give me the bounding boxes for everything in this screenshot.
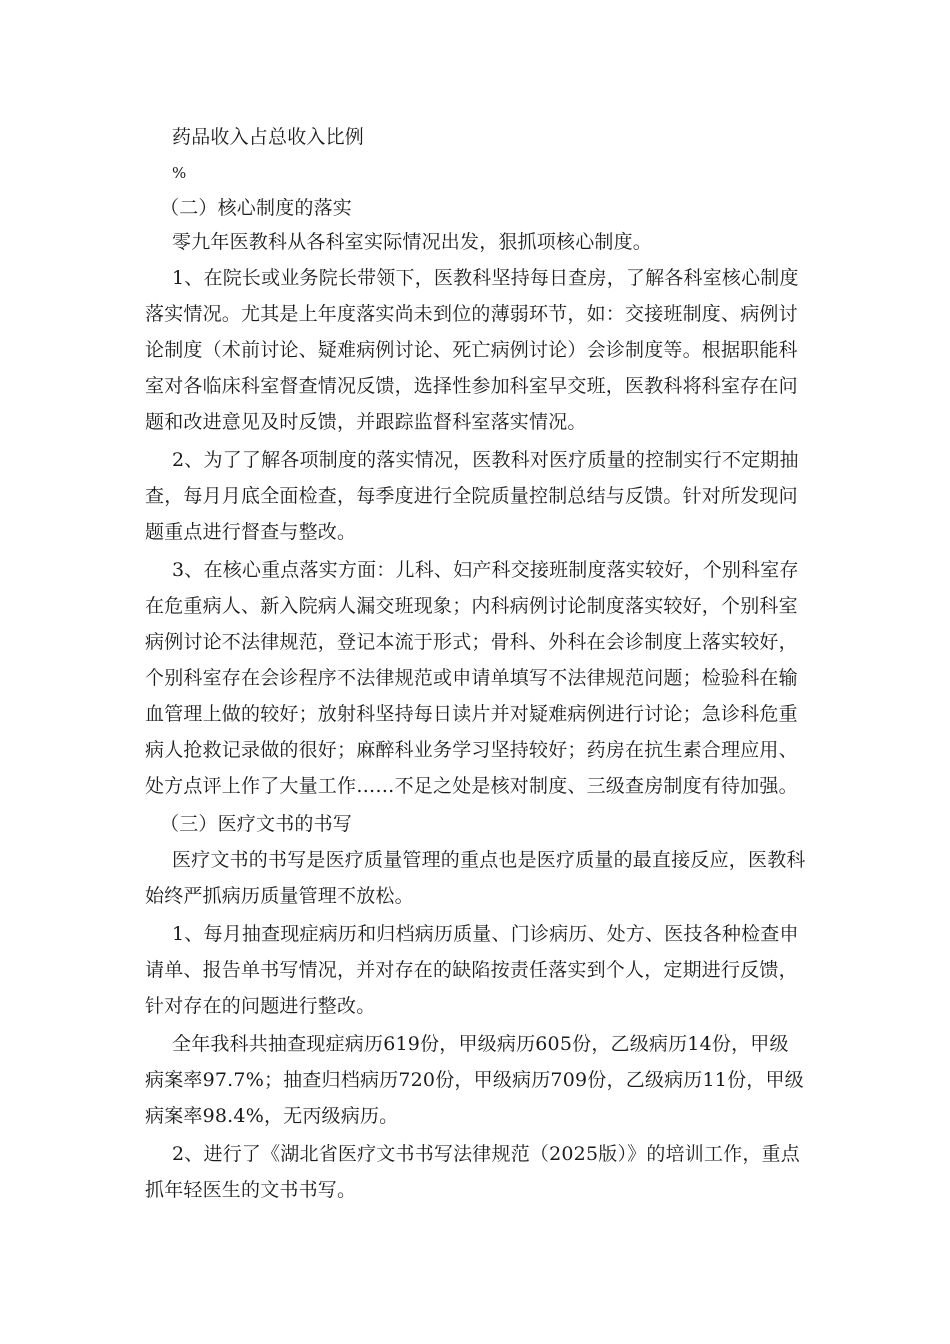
text-line: 在危重病人、新入院病人漏交班现象；内科病例讨论制度落实较好，个别科室 bbox=[145, 595, 798, 617]
text-line: 论制度（术前讨论、疑难病例讨论、死亡病例讨论）会诊制度等。根据职能科 bbox=[145, 339, 798, 361]
text-line: 零九年医教科从各科室实际情况出发，狠抓项核心制度。 bbox=[172, 231, 653, 253]
text-line: 室对各临床科室督查情况反馈，选择性参加科室早交班，医教科将科室存在问 bbox=[145, 375, 798, 397]
text-line: % bbox=[172, 164, 187, 182]
text-line: 1、在院长或业务院长带领下，医教科坚持每日查房，了解各科室核心制度 bbox=[172, 267, 799, 289]
text-line: 药品收入占总收入比例 bbox=[172, 126, 365, 148]
text-line: 查，每月月底全面检查，每季度进行全院质量控制总结与反馈。针对所发现问 bbox=[145, 485, 798, 507]
text-line: 请单、报告单书写情况，并对存在的缺陷按责任落实到个人，定期进行反馈， bbox=[145, 959, 798, 981]
section-heading: （三）医疗文书的书写 bbox=[160, 813, 353, 835]
text-line: 抓年轻医生的文书书写。 bbox=[145, 1179, 357, 1201]
text-line: 病人抢救记录做的很好；麻醉科业务学习坚持较好；药房在抗生素合理应用、 bbox=[145, 739, 798, 761]
text-line: 病案率97.7%；抽查归档病历720份，甲级病历709份，乙级病历11份，甲级 bbox=[145, 1069, 804, 1091]
text-line: 全年我科共抽查现症病历619份，甲级病历605份，乙级病历14份，甲级 bbox=[172, 1033, 789, 1055]
text-line: 针对存在的问题进行整改。 bbox=[145, 995, 376, 1017]
text-line: 落实情况。尤其是上年度落实尚未到位的薄弱环节，如：交接班制度、病例讨 bbox=[145, 303, 798, 325]
text-line: 医疗文书的书写是医疗质量管理的重点也是医疗质量的最直接反应，医教科 bbox=[172, 849, 806, 871]
text-line: 题和改进意见及时反馈，并跟踪监督科室落实情况。 bbox=[145, 411, 587, 433]
text-line: 2、进行了《湖北省医疗文书书写法律规范（2025版）》的培训工作，重点 bbox=[172, 1143, 800, 1165]
text-line: 2、为了了解各项制度的落实情况，医教科对医疗质量的控制实行不定期抽 bbox=[172, 449, 799, 471]
text-line: 3、在核心重点落实方面：儿科、妇产科交接班制度落实较好，个别科室存 bbox=[172, 559, 799, 581]
text-line: 1、每月抽查现症病历和归档病历质量、门诊病历、处方、医技各种检查申 bbox=[172, 923, 799, 945]
text-line: 病例讨论不法律规范，登记本流于形式；骨科、外科在会诊制度上落实较好， bbox=[145, 631, 798, 653]
text-line: 病案率98.4%，无丙级病历。 bbox=[145, 1105, 399, 1127]
text-line: 处方点评上作了大量工作……不足之处是核对制度、三级查房制度有待加强。 bbox=[145, 775, 798, 797]
text-line: 血管理上做的较好；放射科坚持每日读片并对疑难病例进行讨论；急诊科危重 bbox=[145, 703, 798, 725]
section-heading: （二）核心制度的落实 bbox=[160, 197, 353, 219]
text-line: 始终严抓病历质量管理不放松。 bbox=[145, 885, 414, 907]
text-line: 题重点进行督查与整改。 bbox=[145, 521, 357, 543]
text-line: 个别科室存在会诊程序不法律规范或申请单填写不法律规范问题；检验科在输 bbox=[145, 667, 798, 689]
